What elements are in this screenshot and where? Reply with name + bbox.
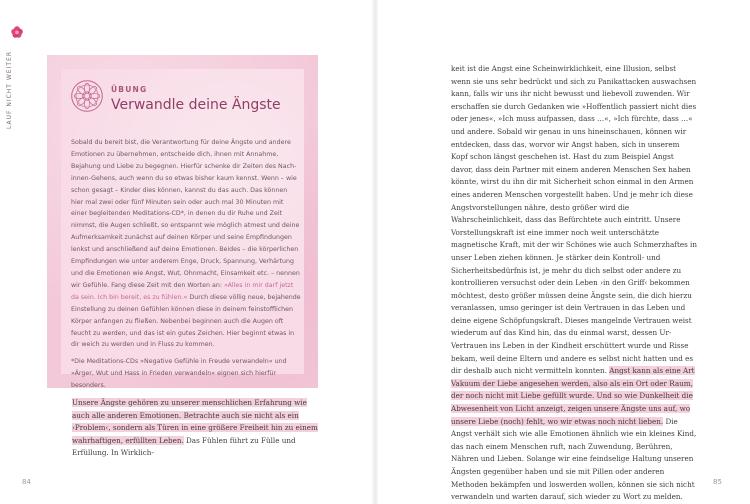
right-highlight: Angst kann als eine Art Vakuum der Liebe angesehen werden, also als ein Ort oder Raum, der noch nicht mit Liebe gefüllt wurde. Und so wie Dunkelheit die Abwesenheit von Licht anzeigt, zeigen unsere Ängste uns auf, wo unsere Liebe (noch) fehlt, wo wir etwas noch nicht lieben. [451,366,695,426]
page-number-right: 85 [713,478,722,486]
exercise-paragraph [71,137,301,351]
exercise-text-start: Sobald du bereit bist, die Verantwortung für deine Ängste und andere Emotionen zu übernehmen, entscheide dich, ihnen mit Annahme, Bejahung und Liebe zu begegnen. Hierfür schenke dir Zeiten des Nach-innen-Gehens, auch wenn du so etwas bisher kaum kennst. Wenn – wie schon gesagt – Kinder dies können, kannst du das auch. Das können hier mal zwei oder fünf Minuten sein oder auch mal 30 Minuten mit einer begleitenden Meditations-CD*, in denen du dir Ruhe und Zeit nimmst, die Augen schließt, so entspannt wie möglich atmest und deine Aufmerksamkeit zunächst auf deinen Körper und seine Empfindungen lenkst und anschließend auf deine Emotionen. Beides – die körperlichen Empfindungen wie unter anderem Enge, Druck, Spannung, Verhärtung und die Emotionen wie Angst, Wut, Ohnmacht, Einsamkeit etc. – nennen wir Gefühle. Fang diese Zeit mit den Worten an: [71,139,300,289]
exercise-box [47,55,318,388]
left-text-rest: Das Fühlen führt zu Fülle und Erfüllung. In Wirklich- [72,435,296,458]
right-main-text [451,63,697,504]
mandala-emblem-icon [70,79,104,113]
exercise-text-end: Durch diese völlig neue, bejahende Einstellung zu deinen Gefühlen können diese in deinem feinstofflichen Körper anfangen zu fließen. Nebenbei beginnen auch die Augen oft feucht zu werden, und das ist ein gutes Zeichen. Hier beginnt etwas in dir weich zu werden und in Fluss zu kommen. [71,293,301,349]
page-number-left: 84 [22,478,31,486]
right-text-end: Die Angst verhält sich wie alle Emotionen ähnlich wie ein kleines Kind, das nach einem Menschen ruft, nach Zuwendung, Berühren, Nähren und Lieben. Solange wir eine feindselige Haltung unseren Ängsten gegenüber haben und sie mit Pillen oder anderen Methoden bekämpfen und loswerden wollen, können sie sich nicht verwandeln und warten darauf, sich wieder zu Wort zu melden. [451,416,697,502]
exercise-title: Verwandle deine Ängste [111,97,281,113]
exercise-box-inner [61,69,304,390]
exercise-quote: »Alles in mir darf jetzt da sein. Ich bin bereit, es zu fühlen.« [71,281,294,301]
running-head: LAUF NICHT WEITER [6,51,13,129]
flower-icon [10,25,24,39]
exercise-body [71,137,301,392]
left-highlight: Unsere Ängste gehören zu unserer menschlichen Erfahrung wie auch alle anderen Emotionen. Betrachte auch sie nicht als ein ›Problem‹, sondern als Türen in eine größere Freiheit hin zu einem wahrhaftigen, erfüllten Leben. [72,398,318,445]
exercise-label: ÜBUNG [111,85,148,94]
exercise-note: *Die Meditations-CDs »Negative Gefühle in Freude verwandeln« und »Ärger, Wut und Hass in Frieden verwandeln« eignen sich hierfür besonders. [71,358,287,390]
right-text-start: keit ist die Angst eine Scheinwirklichkeit, eine Illusion, selbst wenn sie uns sehr bedrückt und sich zu Panikattacken auswachsen kann, falls wir uns ihr nicht bewusst und liebevoll zuwenden. Wir erschaffen sie durch Gedanken wie »Hoffentlich passiert nicht dies oder jenes«, »Ich muss aufpassen, dass …«, »Ich fürchte, dass …« und andere. Sobald wir genau in uns hineinschauen, können wir entdecken, dass das, worvor wir Angst haben, sich in unserem Kopf schon längst geschehen ist. Hast du zum Beispiel Angst davor, dass dein Partner mit einem anderen Menschen Sex haben könnte, wirst du ihn dir mit Sicherheit schon einmal in den Armen eines anderen Menschen vorgestellt haben. Und je mehr ich diese Angstvorstellungen nähre, desto größer wird die Wahrscheinlichkeit, dass das Befürchtete auch eintritt. Unsere Vorstellungskraft ist eine immer noch weit unterschätzte magnetische Kraft, mit der wir Schönes wie auch Schmerzhaftes in unser Leben ziehen können. Je stärker dein Kontroll- und Sicherheitsbedürfnis ist, je mehr du dich selbst oder andere zu kontrollieren versuchst oder dein Leben ›in den Griff‹ bekommen möchtest, desto größer müssen deine Ängste sein, die dich hierzu veranlassen, umso geringer ist dein Vertrauen in das Leben und deine eigene Schöpfungskraft. Dieses mangelnde Vertrauen weist wiederum auf das Kind hin, das du einmal warst, dessen Ur-Vertrauen ins Leben in der Kindheit erschüttert wurde und Risse bekam, weil deine Eltern und andere es selbst nicht hatten und es dir deshalb auch nicht vermitteln konnten. [451,64,697,376]
left-main-text [72,397,320,460]
